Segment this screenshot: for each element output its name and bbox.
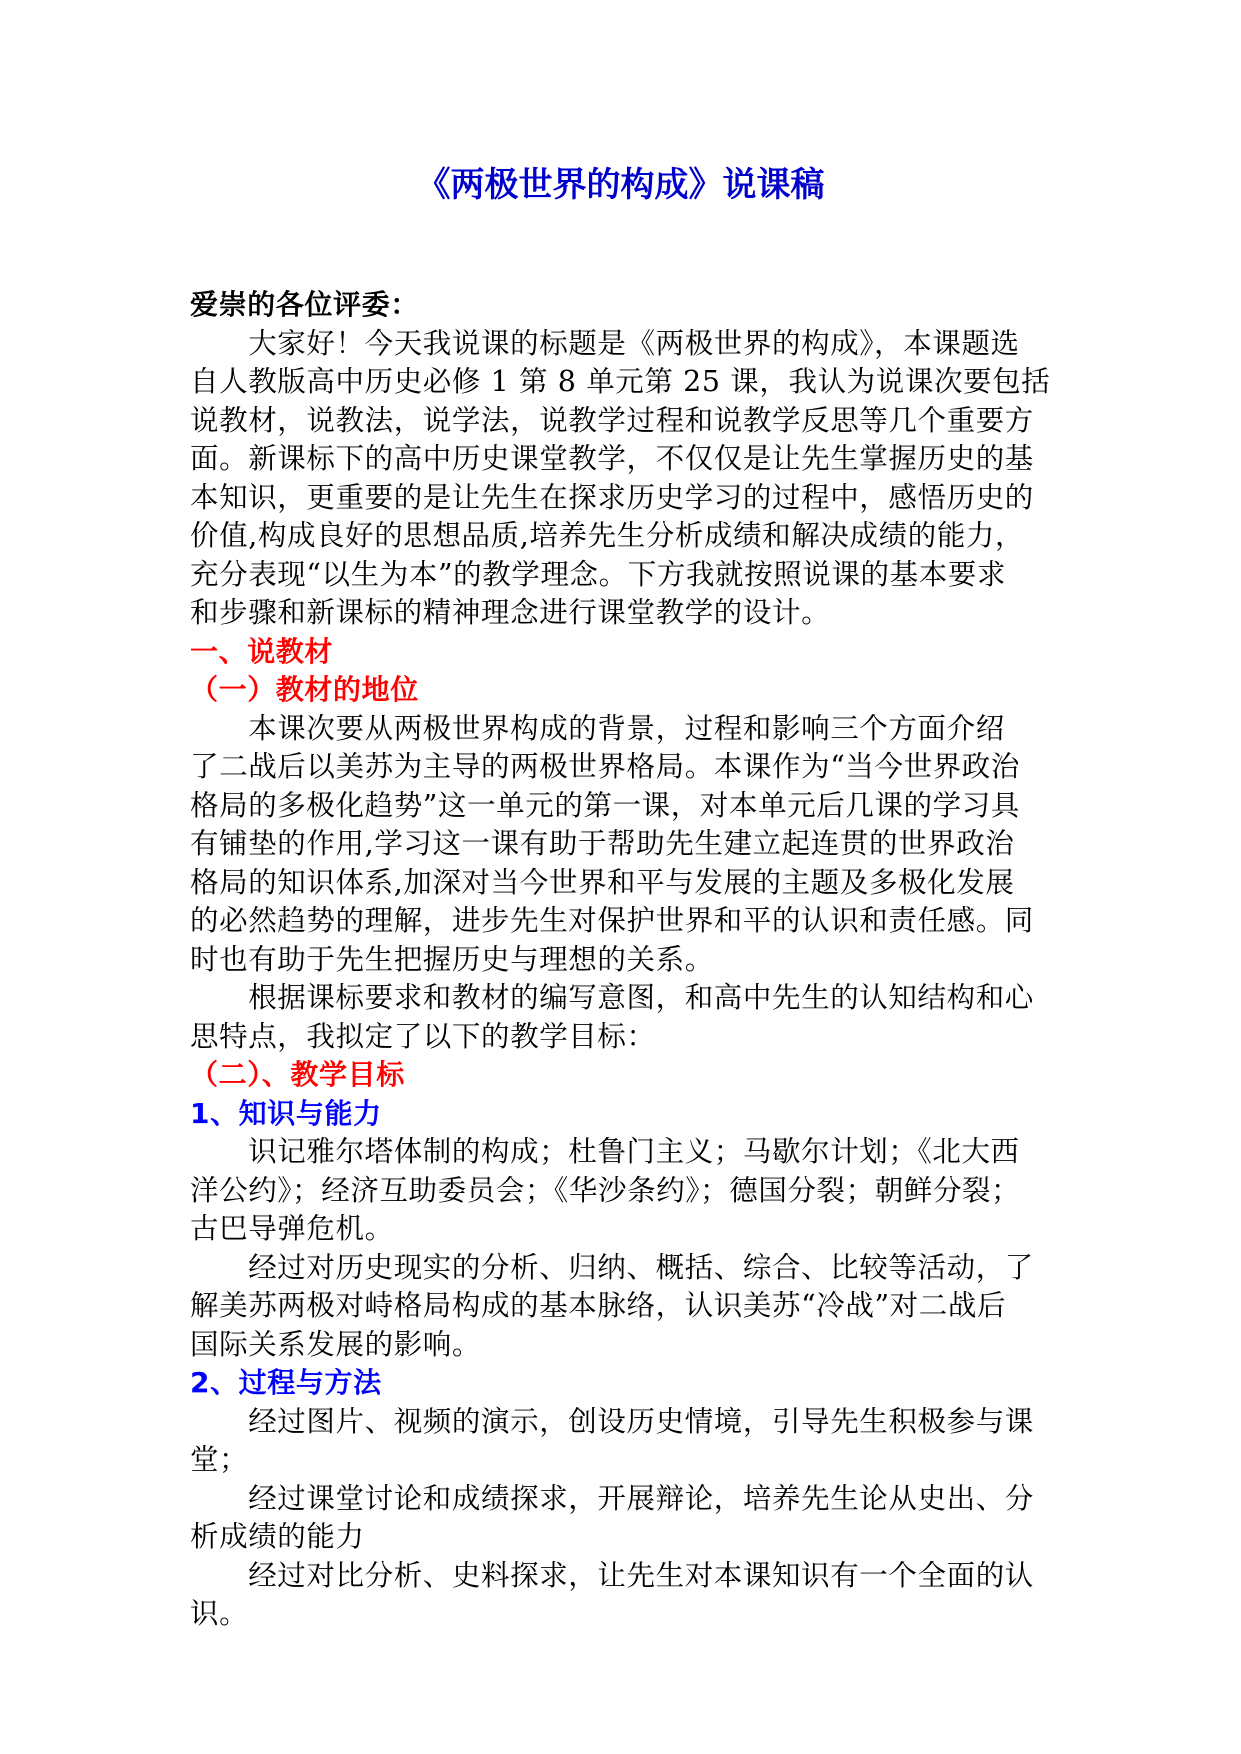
intro-line: 和步骤和新课标的精神理念进行课堂教学的设计。 (190, 596, 831, 629)
intro-line: 自人教版高中历史必修 1 第 8 单元第 25 课，我认为说课次要包括 (190, 365, 1051, 398)
subsection-heading-goals: （二）、教学目标 (190, 1058, 405, 1091)
body-line: 有铺垫的作用,学习这一课有助于帮助先生建立起连贯的世界政治 (190, 827, 1015, 860)
process-paragraph (190, 1403, 1060, 1634)
document-body (190, 286, 1060, 1634)
body-line: 识记雅尔塔体制的构成；杜鲁门主义；马歇尔计划；《北大西 (190, 1135, 1020, 1168)
body-line: 国际关系发展的影响。 (190, 1327, 482, 1361)
body-line: 了二战后以美苏为主导的两极世界格局。本课作为“当今世界政治 (190, 750, 1020, 783)
intro-line: 价值,构成良好的思想品质,培养先生分析成绩和解决成绩的能力， (190, 519, 1025, 552)
body-line: 根据课标要求和教材的编写意图，和高中先生的认知结构和心 (190, 981, 1034, 1014)
body-line: 本课次要从两极世界构成的背景，过程和影响三个方面介绍 (190, 711, 1005, 745)
body-line: 堂； (190, 1443, 249, 1476)
body-line: 格局的多极化趋势”这一单元的第一课，对本单元后几课的学习具 (190, 788, 1020, 822)
body-line: 思特点，我拟定了以下的教学目标： (190, 1019, 656, 1053)
body-line: 解美苏两极对峙格局构成的基本脉络，认识美苏“冷战”对二战后 (190, 1289, 1007, 1322)
body-line: 的必然趋势的理解，进步先生对保护世界和平的认识和责任感。同 (190, 904, 1034, 937)
body-line: 识。 (190, 1597, 249, 1630)
body-line: 经过对比分析、史料探求，让先生对本课知识有一个全面的认 (190, 1558, 1034, 1592)
knowledge-paragraph (190, 1133, 1060, 1364)
body-line: 洋公约》；经济互助委员会；《华沙条约》；德国分裂；朝鲜分裂； (190, 1173, 1021, 1207)
status-paragraph (190, 710, 1060, 1057)
item-heading-process: 2、过程与方法 (190, 1366, 382, 1399)
intro-line: 大家好！今天我说课的标题是《两极世界的构成》，本课题选 (190, 326, 1020, 360)
body-line: 经过图片、视频的演示，创设历史情境，引导先生积极参与课 (190, 1404, 1034, 1438)
intro-line: 充分表现“以生为本”的教学理念。下方我就按照说课的基本要求 (190, 557, 1007, 591)
document-title: 《两极世界的构成》说课稿 (416, 165, 825, 205)
body-line: 时也有助于先生把握历史与理想的关系。 (190, 942, 714, 976)
intro-line: 说教材，说教法，说学法，说教学过程和说教学反思等几个重要方 (190, 403, 1034, 437)
section-heading-textbook: 一、说教材 (190, 634, 334, 668)
subsection-heading-status: （一）教材的地位 (190, 673, 419, 706)
intro-line: 面。新课标下的高中历史课堂教学，不仅仅是让先生掌握历史的基 (190, 442, 1034, 475)
salutation: 爱崇的各位评委： (190, 288, 419, 321)
body-line: 格局的知识体系,加深对当今世界和平与发展的主题及多极化发展 (190, 865, 1015, 899)
body-line: 经过对历史现实的分析、归纳、概括、综合、比较等活动，了 (190, 1250, 1034, 1284)
intro-line: 本知识，更重要的是让先生在探求历史学习的过程中，感悟历史的 (190, 480, 1034, 514)
item-heading-knowledge: 1、知识与能力 (190, 1096, 382, 1130)
body-line: 古巴导弹危机。 (190, 1212, 394, 1245)
intro-paragraph (190, 325, 1060, 633)
body-line: 析成绩的能力 (190, 1520, 365, 1553)
body-line: 经过课堂讨论和成绩探求，开展辩论，培养先生论从史出、分 (190, 1481, 1034, 1515)
